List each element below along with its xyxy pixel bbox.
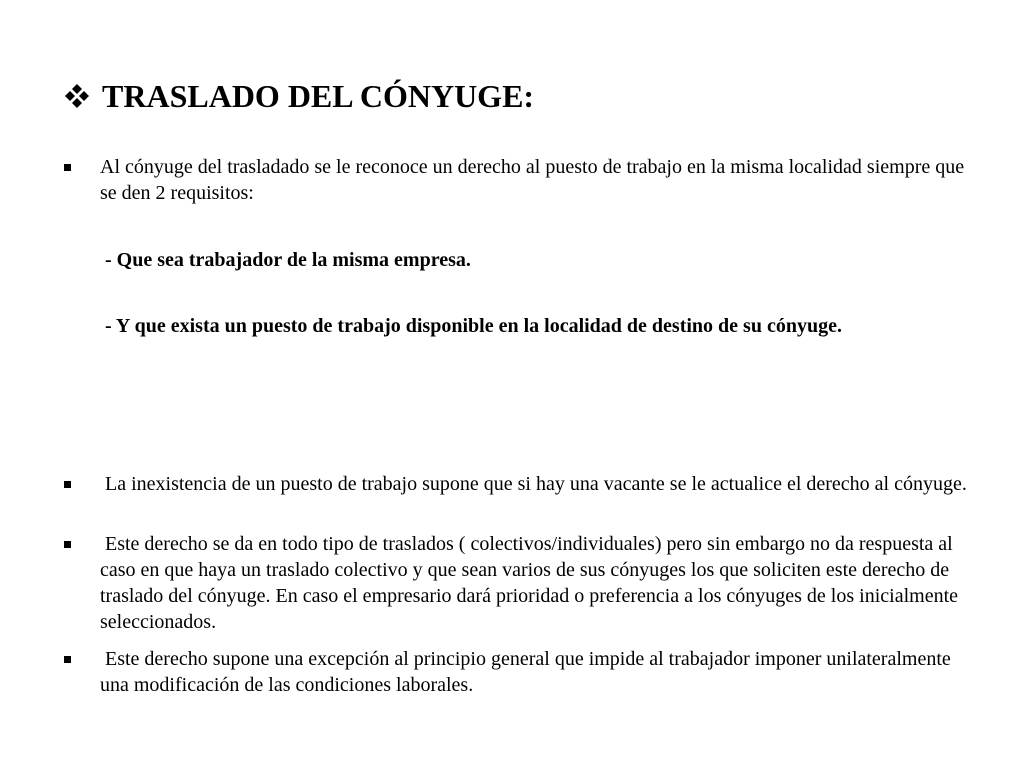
bullet-text: Este derecho supone una excepción al principio general que impide al trabajador imponer unilateralmente una modificación de las condiciones laborales. (100, 648, 956, 696)
square-bullet-icon (64, 646, 100, 672)
list-item (64, 531, 974, 635)
requirement-1: - Que sea trabajador de la misma empresa. (100, 249, 471, 271)
square-bullet-icon (64, 154, 100, 180)
title-row (64, 78, 534, 114)
square-bullet-icon (64, 531, 100, 557)
list-item (64, 646, 974, 698)
list-item-intro (64, 154, 974, 206)
diamond-four-dots-icon (64, 83, 90, 109)
intro-text: Al cónyuge del trasladado se le reconoce un derecho al puesto de trabajo en la misma localidad siempre que se den 2 requisitos: (100, 156, 970, 204)
requirement-2: - Y que exista un puesto de trabajo disponible en la localidad de destino de su cónyuge. (100, 315, 842, 337)
square-bullet-icon (64, 471, 100, 497)
slide-title: TRASLADO DEL CÓNYUGE: (102, 78, 535, 114)
list-item (64, 471, 974, 497)
bullet-text: Este derecho se da en todo tipo de traslados ( colectivos/individuales) pero sin embargo no da respuesta al caso en que haya un traslado colectivo y que sean varios de sus cónyuges los que soliciten este derecho de traslado del cónyuge. En caso el empresario dará prioridad o preferencia a los cónyuges de los inicialmente seleccionados. (100, 533, 963, 633)
bullet-text: La inexistencia de un puesto de trabajo supone que si hay una vacante se le actualice el derecho al cónyuge. (100, 473, 967, 495)
